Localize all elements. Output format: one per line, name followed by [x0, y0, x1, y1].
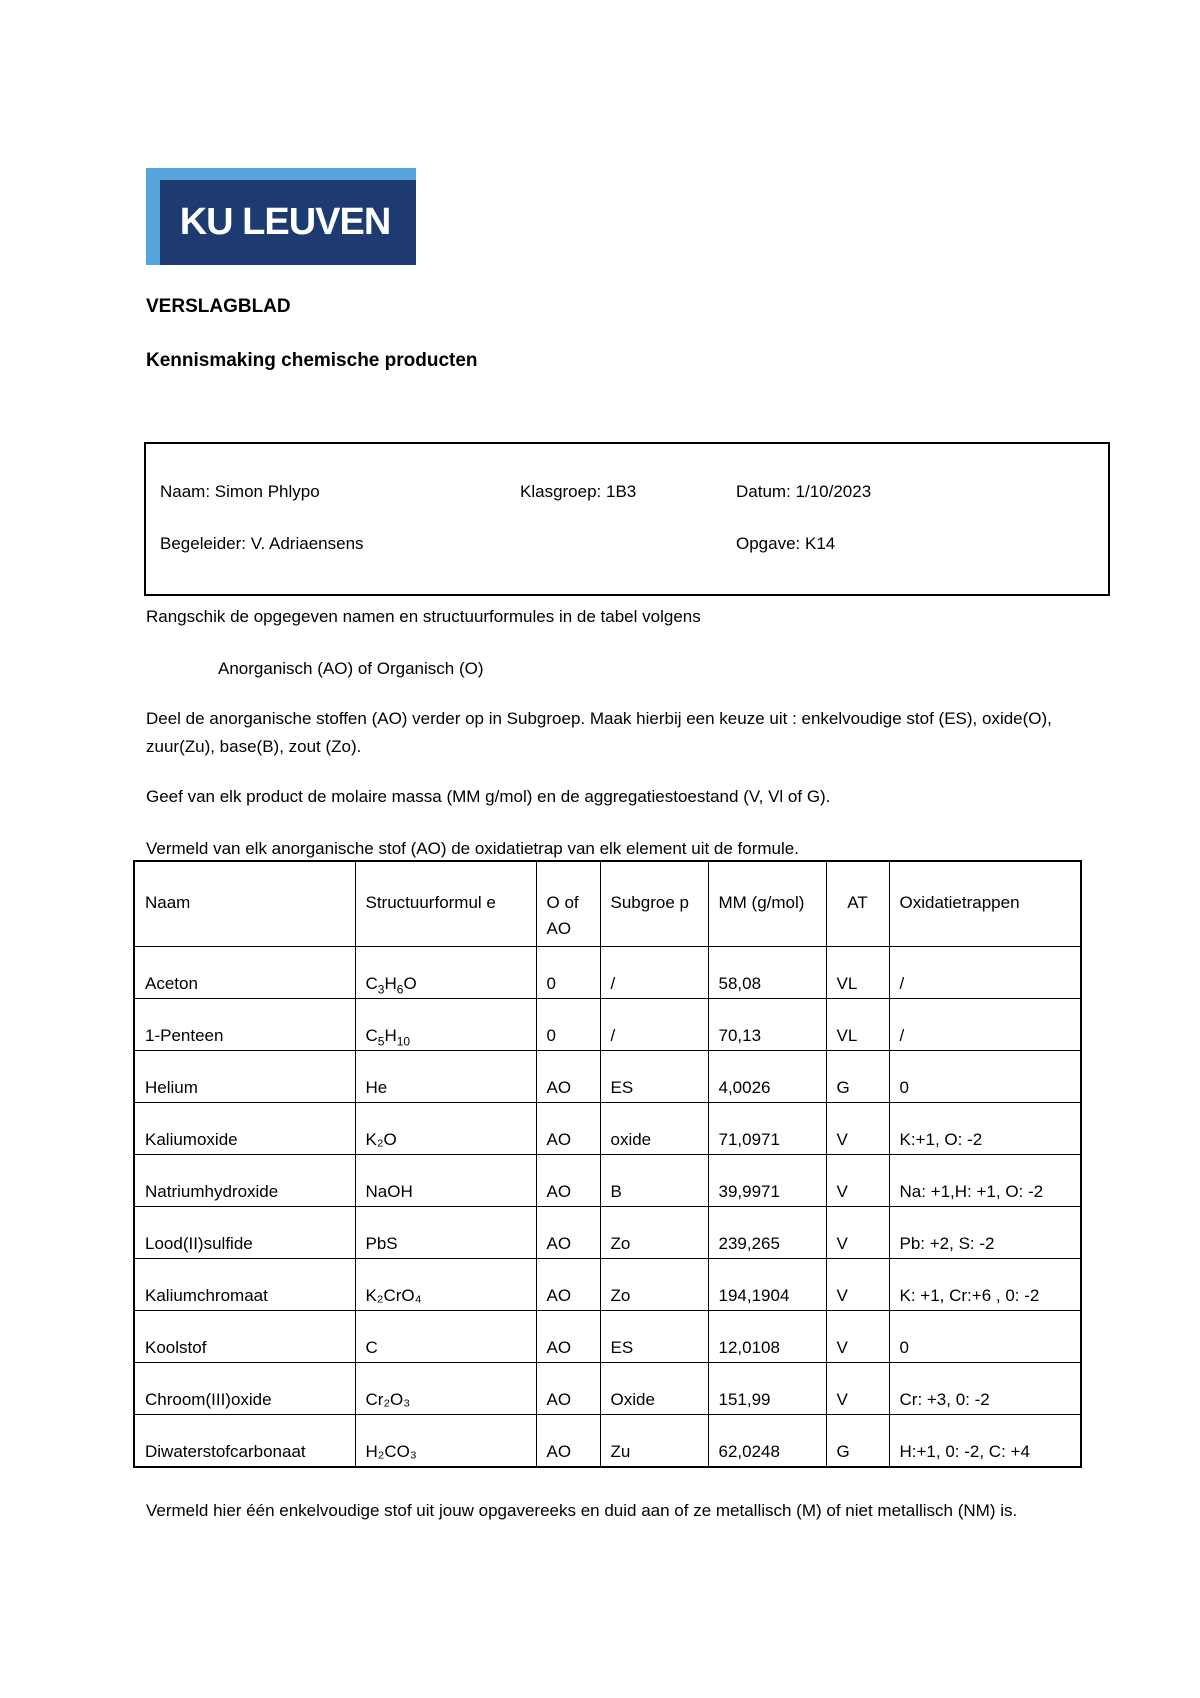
cell-subgroep: B	[600, 1155, 708, 1207]
products-table	[133, 860, 1082, 1468]
cell-at: V	[826, 1259, 889, 1311]
info-opgave: Opgave: K14	[736, 534, 836, 553]
cell-oxidatietrappen: /	[889, 999, 1081, 1051]
cell-o-of-ao: AO	[536, 1207, 600, 1259]
formula-part: Cr₂O₃	[365, 1390, 411, 1409]
table-body	[134, 947, 1081, 1467]
instruction-4: Geef van elk product de molaire massa (MM g/mol) en de aggregatiestoestand (V, Vl of G).	[146, 787, 831, 806]
cell-o-of-ao: AO	[536, 1155, 600, 1207]
cell-mm: 4,0026	[708, 1051, 826, 1103]
cell-at: G	[826, 1051, 889, 1103]
formula-part: He	[365, 1078, 388, 1097]
cell-naam: 1-Penteen	[134, 999, 355, 1051]
cell-oxidatietrappen: 0	[889, 1051, 1081, 1103]
cell-subgroep: ES	[600, 1311, 708, 1363]
cell-mm: 71,0971	[708, 1103, 826, 1155]
formula-part: K₂CrO₄	[365, 1286, 422, 1305]
cell-naam: Aceton	[134, 947, 355, 999]
table-row	[134, 1207, 1081, 1259]
cell-at: V	[826, 1311, 889, 1363]
formula-part: 6	[396, 982, 404, 997]
cell-mm: 62,0248	[708, 1415, 826, 1467]
formula-part: C	[365, 1026, 378, 1045]
cell-oxidatietrappen: K: +1, Cr:+6 , 0: -2	[889, 1259, 1081, 1311]
table-row	[134, 1363, 1081, 1415]
cell-naam: Chroom(III)oxide	[134, 1363, 355, 1415]
cell-subgroep: ES	[600, 1051, 708, 1103]
cell-o-of-ao: AO	[536, 1051, 600, 1103]
info-klasgroep: Klasgroep: 1B3	[520, 482, 637, 501]
header-oxidatietrappen: Oxidatietrappen	[889, 861, 1081, 947]
table-row	[134, 1051, 1081, 1103]
cell-at: VL	[826, 999, 889, 1051]
cell-o-of-ao: 0	[536, 947, 600, 999]
instruction-1: Rangschik de opgegeven namen en structuurformules in de tabel volgens	[146, 607, 701, 626]
info-begeleider: Begeleider: V. Adriaensens	[160, 534, 364, 553]
cell-structuurformule	[355, 1207, 536, 1259]
cell-naam: Koolstof	[134, 1311, 355, 1363]
cell-subgroep: Zo	[600, 1259, 708, 1311]
cell-at: G	[826, 1415, 889, 1467]
cell-o-of-ao: AO	[536, 1259, 600, 1311]
table-header-row	[134, 861, 1081, 947]
cell-naam: Lood(II)sulfide	[134, 1207, 355, 1259]
header-naam: Naam	[134, 861, 355, 947]
formula-part: C	[365, 974, 378, 993]
cell-structuurformule	[355, 1363, 536, 1415]
cell-o-of-ao: AO	[536, 1311, 600, 1363]
document-title: VERSLAGBLAD	[146, 296, 291, 317]
cell-oxidatietrappen: 0	[889, 1311, 1081, 1363]
header-at: AT	[826, 861, 889, 947]
cell-mm: 151,99	[708, 1363, 826, 1415]
cell-oxidatietrappen: Pb: +2, S: -2	[889, 1207, 1081, 1259]
cell-mm: 12,0108	[708, 1311, 826, 1363]
table-row	[134, 999, 1081, 1051]
cell-mm: 239,265	[708, 1207, 826, 1259]
cell-naam: Helium	[134, 1051, 355, 1103]
table-row	[134, 947, 1081, 999]
header-subgroep: Subgroe p	[600, 861, 708, 947]
cell-at: V	[826, 1363, 889, 1415]
cell-mm: 194,1904	[708, 1259, 826, 1311]
cell-o-of-ao: AO	[536, 1363, 600, 1415]
formula-part: 3	[377, 982, 385, 997]
formula-part: O	[403, 974, 417, 993]
table-row	[134, 1103, 1081, 1155]
cell-oxidatietrappen: Cr: +3, 0: -2	[889, 1363, 1081, 1415]
cell-oxidatietrappen: Na: +1,H: +1, O: -2	[889, 1155, 1081, 1207]
table-row	[134, 1415, 1081, 1467]
cell-o-of-ao: 0	[536, 999, 600, 1051]
cell-structuurformule	[355, 1103, 536, 1155]
formula-part: H₂CO₃	[365, 1441, 417, 1461]
cell-subgroep: /	[600, 999, 708, 1051]
header-o-of-ao: O of AO	[536, 861, 600, 947]
cell-structuurformule	[355, 1311, 536, 1363]
cell-structuurformule	[355, 1155, 536, 1207]
cell-at: V	[826, 1155, 889, 1207]
formula-part: 5	[377, 1034, 385, 1049]
formula-part: C	[365, 1338, 378, 1357]
formula-part: H	[384, 974, 397, 993]
footer-instruction: Vermeld hier één enkelvoudige stof uit jouw opgavereeks en duid aan of ze metallisch (M) of niet metallisch (NM) is.	[146, 1501, 1018, 1520]
cell-naam: Kaliumchromaat	[134, 1259, 355, 1311]
logo-text: KU LEUVEN	[160, 180, 416, 265]
cell-subgroep: Oxide	[600, 1363, 708, 1415]
instruction-3: Deel de anorganische stoffen (AO) verder op in Subgroep. Maak hierbij een keuze uit : enkelvoudige stof (ES), oxide(O), zuur(Zu), base(B), zout (Zo).	[146, 709, 1052, 756]
cell-structuurformule	[355, 999, 536, 1051]
document-subtitle: Kennismaking chemische producten	[146, 350, 478, 371]
cell-structuurformule	[355, 947, 536, 999]
cell-subgroep: Zu	[600, 1415, 708, 1467]
cell-at: V	[826, 1207, 889, 1259]
cell-oxidatietrappen: H:+1, 0: -2, C: +4	[889, 1415, 1081, 1467]
header-structuurformule: Structuurformul e	[355, 861, 536, 947]
cell-subgroep: Zo	[600, 1207, 708, 1259]
cell-structuurformule	[355, 1259, 536, 1311]
table-row	[134, 1311, 1081, 1363]
cell-o-of-ao: AO	[536, 1103, 600, 1155]
cell-o-of-ao: AO	[536, 1415, 600, 1467]
cell-naam: Natriumhydroxide	[134, 1155, 355, 1207]
formula-part: K₂O	[365, 1130, 397, 1149]
cell-naam: Diwaterstofcarbonaat	[134, 1415, 355, 1467]
instruction-5: Vermeld van elk anorganische stof (AO) de oxidatietrap van elk element uit de formule.	[146, 839, 799, 858]
ku-leuven-logo	[146, 168, 416, 265]
cell-subgroep: oxide	[600, 1103, 708, 1155]
table-row	[134, 1259, 1081, 1311]
cell-structuurformule	[355, 1051, 536, 1103]
formula-part: 10	[396, 1034, 411, 1049]
cell-subgroep: /	[600, 947, 708, 999]
instruction-2: Anorganisch (AO) of Organisch (O)	[218, 659, 484, 678]
table-row	[134, 1155, 1081, 1207]
formula-part: NaOH	[365, 1182, 413, 1201]
cell-mm: 70,13	[708, 999, 826, 1051]
cell-mm: 39,9971	[708, 1155, 826, 1207]
cell-structuurformule	[355, 1415, 536, 1467]
info-naam: Naam: Simon Phlypo	[160, 482, 320, 501]
formula-part: H	[384, 1026, 397, 1045]
cell-oxidatietrappen: /	[889, 947, 1081, 999]
cell-mm: 58,08	[708, 947, 826, 999]
cell-oxidatietrappen: K:+1, O: -2	[889, 1103, 1081, 1155]
student-info-box	[144, 442, 1110, 596]
cell-at: VL	[826, 947, 889, 999]
info-datum: Datum: 1/10/2023	[736, 482, 872, 501]
cell-at: V	[826, 1103, 889, 1155]
cell-naam: Kaliumoxide	[134, 1103, 355, 1155]
header-mm: MM (g/mol)	[708, 861, 826, 947]
formula-part: PbS	[365, 1234, 398, 1253]
